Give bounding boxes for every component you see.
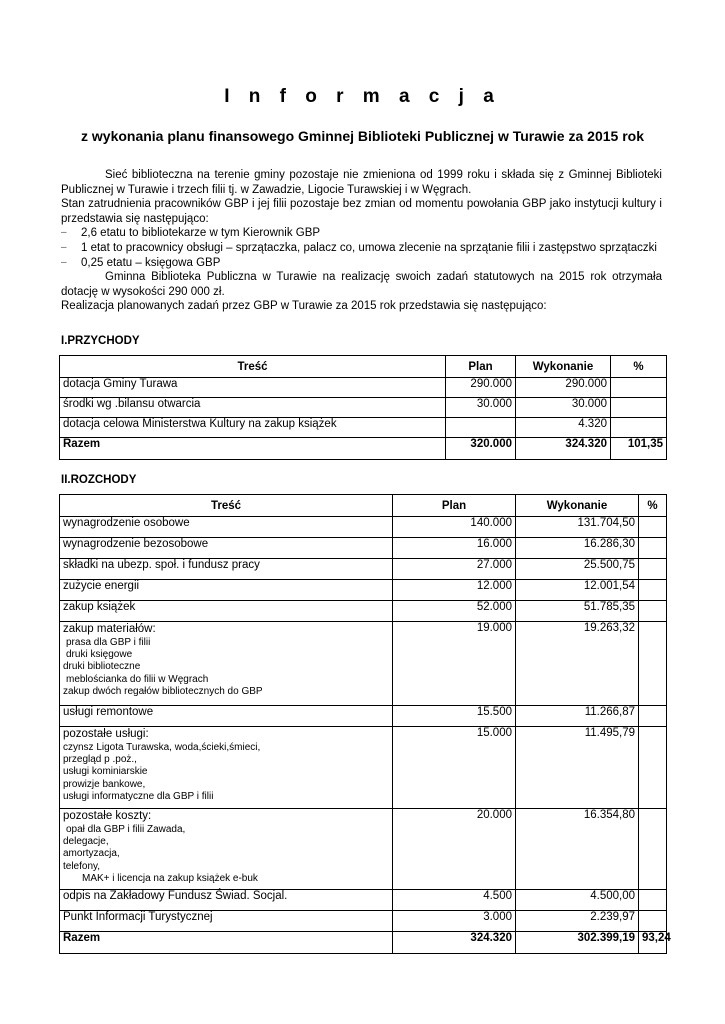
cell-tresc: odpis na Zakładowy Fundusz Świad. Socjal.	[60, 890, 393, 911]
cell-tresc: usługi remontowe	[60, 706, 393, 727]
cell-plan: 324.320	[393, 932, 516, 954]
table-row	[60, 517, 667, 538]
cell-plan: 3.000	[393, 911, 516, 932]
cell-wykonanie: 11.266,87	[516, 706, 639, 727]
row-detail: przegląd p .poż.,	[63, 754, 137, 766]
row-detail: delegacje,	[63, 836, 109, 848]
cell-wykonanie: 4.320	[516, 418, 611, 438]
column-header-wykonanie: Wykonanie	[516, 495, 639, 517]
cell-tresc: Razem	[60, 932, 393, 954]
cell-percent: 93,24	[639, 932, 667, 954]
row-detail: prasa dla GBP i filii	[66, 637, 151, 648]
cell-percent: 101,35	[611, 438, 667, 460]
staff-list-item	[61, 256, 662, 271]
cell-plan: 140.000	[393, 517, 516, 538]
cell-wykonanie: 290.000	[516, 378, 611, 398]
cell-percent	[639, 911, 667, 932]
cell-percent	[639, 559, 667, 580]
table-row	[60, 601, 667, 622]
table-row	[60, 622, 667, 706]
cell-percent	[639, 727, 667, 809]
document-title: I n f o r m a c j a	[224, 86, 501, 107]
dash-bullet-icon: –	[61, 241, 67, 253]
row-label: pozostałe koszty:	[63, 810, 152, 822]
row-detail: amortyzacja,	[63, 848, 120, 860]
przychody-table	[59, 355, 667, 460]
cell-plan: 52.000	[393, 601, 516, 622]
cell-percent	[639, 809, 667, 890]
row-detail: meblościanka do filii w Węgrach	[66, 673, 209, 685]
cell-tresc: wynagrodzenie bezosobowe	[60, 538, 393, 559]
table-row	[60, 538, 667, 559]
cell-plan: 20.000	[393, 809, 516, 890]
cell-plan: 16.000	[393, 538, 516, 559]
cell-percent	[639, 601, 667, 622]
row-detail: druki księgowe	[66, 649, 133, 661]
table-row	[60, 911, 667, 932]
column-header-tresc: Treść	[60, 495, 393, 517]
staff-list-item-text: 2,6 etatu to bibliotekarze w tym Kierownik GBP	[81, 227, 321, 240]
cell-tresc	[60, 727, 393, 809]
column-header-tresc: Treść	[60, 356, 446, 378]
staff-list-item	[61, 226, 662, 241]
table-row	[60, 398, 667, 418]
table-row	[60, 418, 667, 438]
cell-percent	[639, 517, 667, 538]
table-row	[60, 559, 667, 580]
cell-tresc	[60, 809, 393, 890]
row-detail: czynsz Ligota Turawska, woda,ścieki,śmieci,	[63, 742, 261, 753]
row-label: pozostałe usługi:	[63, 728, 149, 740]
row-detail: druki biblioteczne	[63, 661, 141, 673]
column-header-percent: %	[639, 495, 667, 517]
row-detail: telefony,	[63, 860, 101, 872]
column-header-wykonanie: Wykonanie	[516, 356, 611, 378]
cell-plan	[446, 418, 516, 438]
cell-wykonanie: 16.286,30	[516, 538, 639, 559]
cell-wykonanie: 324.320	[516, 438, 611, 460]
cell-plan: 27.000	[393, 559, 516, 580]
table-total-row	[60, 438, 667, 460]
cell-wykonanie: 11.495,79	[516, 727, 639, 809]
row-detail: zakup dwóch regałów bibliotecznych do GBP	[63, 685, 263, 697]
cell-tresc: zużycie energii	[60, 580, 393, 601]
cell-tresc: Razem	[60, 438, 446, 460]
intro-text	[61, 168, 662, 314]
row-detail: opał dla GBP i filii Zawada,	[66, 824, 186, 835]
rozchody-table	[59, 494, 671, 954]
cell-tresc: Punkt Informacji Turystycznej	[60, 911, 393, 932]
cell-tresc: wynagrodzenie osobowe	[60, 517, 393, 538]
column-header-percent: %	[611, 356, 667, 378]
cell-tresc: zakup książek	[60, 601, 393, 622]
row-detail: prowizje bankowe,	[63, 778, 146, 790]
table-row	[60, 706, 667, 727]
dash-bullet-icon: –	[61, 227, 67, 239]
table-row	[60, 580, 667, 601]
row-label: zakup materiałów:	[63, 623, 156, 635]
row-detail: usługi informatyczne dla GBP i filii	[63, 790, 214, 802]
staff-list-item-text: 0,25 etatu – księgowa GBP	[81, 256, 221, 269]
cell-wykonanie: 16.354,80	[516, 809, 639, 890]
cell-wykonanie: 12.001,54	[516, 580, 639, 601]
table-header-row	[60, 356, 667, 378]
intro-paragraph-4: Realizacja planowanych zadań przez GBP w Turawie za 2015 rok przedstawia się następująco:	[61, 300, 547, 313]
cell-plan: 12.000	[393, 580, 516, 601]
cell-plan: 320.000	[446, 438, 516, 460]
cell-percent	[639, 538, 667, 559]
cell-plan: 15.500	[393, 706, 516, 727]
column-header-plan: Plan	[446, 356, 516, 378]
cell-wykonanie: 131.704,50	[516, 517, 639, 538]
section-heading-rozchody: II.ROZCHODY	[61, 474, 137, 486]
staff-list-item	[61, 241, 662, 256]
cell-percent	[639, 622, 667, 706]
cell-percent	[639, 890, 667, 911]
cell-percent	[611, 418, 667, 438]
intro-paragraph-2: Stan zatrudnienia pracowników GBP i jej filii pozostaje bez zmian od momentu powołania GBP jako instytucji kultury i przedstawia się następująco:	[61, 198, 662, 225]
intro-paragraph-1: Sieć biblioteczna na terenie gminy pozostaje nie zmieniona od 1999 roku i składa się z Gminnej Biblioteki Publicznej w Turawie i trzech filii tj. w Zawadzie, Ligocie Turawskiej i w Węgrach.	[61, 169, 662, 196]
intro-paragraph-3: Gminna Biblioteka Publiczna w Turawie na realizację swoich zadań statutowych na 2015 rok otrzymała dotację w wysokości 290 000 zł.	[61, 271, 662, 298]
cell-tresc	[60, 622, 393, 706]
cell-wykonanie: 19.263,32	[516, 622, 639, 706]
cell-percent	[639, 580, 667, 601]
cell-wykonanie: 25.500,75	[516, 559, 639, 580]
cell-plan: 19.000	[393, 622, 516, 706]
cell-wykonanie: 4.500,00	[516, 890, 639, 911]
cell-wykonanie: 2.239,97	[516, 911, 639, 932]
table-header-row	[60, 495, 667, 517]
cell-plan: 15.000	[393, 727, 516, 809]
cell-tresc: dotacja celowa Ministerstwa Kultury na zakup książek	[60, 418, 446, 438]
cell-plan: 4.500	[393, 890, 516, 911]
column-header-plan: Plan	[393, 495, 516, 517]
cell-tresc: składki na ubezp. społ. i fundusz pracy	[60, 559, 393, 580]
cell-percent	[611, 398, 667, 418]
cell-tresc: dotacja Gminy Turawa	[60, 378, 446, 398]
row-detail: MAK+ i licencja na zakup książek e-buk	[82, 872, 258, 884]
document-subtitle: z wykonania planu finansowego Gminnej Biblioteki Publicznej w Turawie za 2015 rok	[81, 128, 644, 144]
cell-percent	[639, 706, 667, 727]
row-detail: usługi kominiarskie	[63, 766, 148, 778]
section-heading-przychody: I.PRZYCHODY	[61, 335, 140, 347]
dash-bullet-icon: –	[61, 256, 67, 268]
table-row	[60, 378, 667, 398]
cell-percent	[611, 378, 667, 398]
cell-wykonanie: 30.000	[516, 398, 611, 418]
staff-list-item-text: 1 etat to pracownicy obsługi – sprzątaczka, palacz co, umowa zlecenie na sprzątanie filii i zastępstwo sprzątaczki	[81, 241, 657, 254]
cell-plan: 30.000	[446, 398, 516, 418]
table-row	[60, 809, 667, 890]
table-row	[60, 727, 667, 809]
cell-tresc: środki wg .bilansu otwarcia	[60, 398, 446, 418]
cell-wykonanie: 302.399,19	[516, 932, 639, 954]
cell-wykonanie: 51.785,35	[516, 601, 639, 622]
cell-plan: 290.000	[446, 378, 516, 398]
table-row	[60, 890, 667, 911]
table-total-row	[60, 932, 667, 954]
